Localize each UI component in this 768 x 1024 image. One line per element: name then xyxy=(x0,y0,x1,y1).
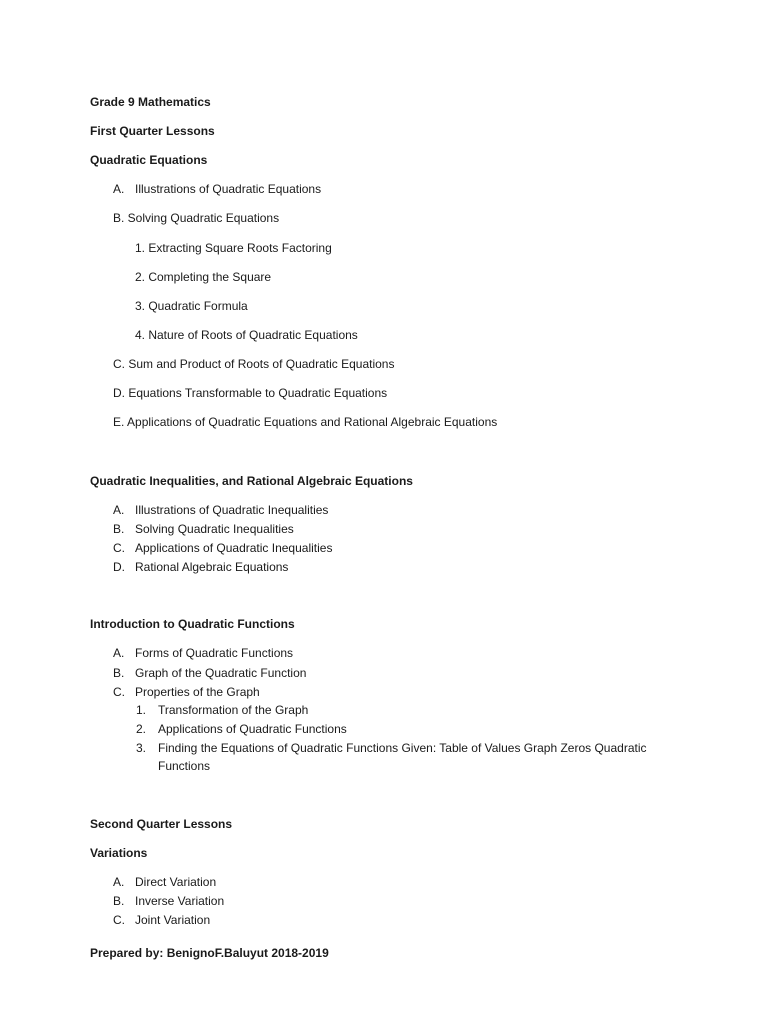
list-item: Forms of Quadratic Functions xyxy=(135,646,294,660)
first-quarter-heading: First Quarter Lessons xyxy=(90,124,215,138)
list-item: E. Applications of Quadratic Equations and Rational Algebraic Equations xyxy=(113,415,498,429)
list-item: Properties of the Graph xyxy=(135,685,260,699)
list-marker: C. xyxy=(113,685,125,699)
list-subitem: 3. Quadratic Formula xyxy=(135,299,248,313)
list-subitem: 4. Nature of Roots of Quadratic Equations xyxy=(135,328,358,342)
list-marker: A. xyxy=(113,875,125,889)
topic-quadratic-equations: Quadratic Equations xyxy=(90,153,208,167)
list-marker: A. xyxy=(113,646,125,660)
list-marker: A. xyxy=(113,503,125,517)
list-item: Graph of the Quadratic Function xyxy=(135,666,307,680)
list-subitem: 2. Completing the Square xyxy=(135,270,272,284)
list-subitem: Transformation of the Graph xyxy=(158,703,309,717)
list-marker: C. xyxy=(113,913,125,927)
list-item: Solving Quadratic Inequalities xyxy=(135,522,294,536)
topic-variations: Variations xyxy=(90,846,148,860)
list-marker: 1. xyxy=(136,703,147,717)
list-subitem: 1. Extracting Square Roots Factoring xyxy=(135,241,332,255)
list-marker: 2. xyxy=(136,722,147,736)
list-marker: D. xyxy=(113,560,125,574)
list-item: Illustrations of Quadratic Equations xyxy=(135,182,322,196)
document-title: Grade 9 Mathematics xyxy=(90,95,211,109)
topic-quadratic-functions: Introduction to Quadratic Functions xyxy=(90,617,295,631)
list-marker: A. xyxy=(113,182,125,196)
list-subitem: Applications of Quadratic Functions xyxy=(158,722,347,736)
list-item: Joint Variation xyxy=(135,913,211,927)
list-marker: B. xyxy=(113,666,125,680)
list-marker: B. xyxy=(113,894,125,908)
list-item: Applications of Quadratic Inequalities xyxy=(135,541,333,555)
list-subitem-continuation: Functions xyxy=(158,759,211,773)
list-item: Inverse Variation xyxy=(135,894,225,908)
list-item: Direct Variation xyxy=(135,875,217,889)
topic-quadratic-inequalities: Quadratic Inequalities, and Rational Algebraic Equations xyxy=(90,474,413,488)
list-subitem: Finding the Equations of Quadratic Functions Given: Table of Values Graph Zeros Quadratic xyxy=(158,741,647,755)
list-item: D. Equations Transformable to Quadratic Equations xyxy=(113,386,388,400)
list-item: B. Solving Quadratic Equations xyxy=(113,211,280,225)
list-item: Illustrations of Quadratic Inequalities xyxy=(135,503,329,517)
list-item: C. Sum and Product of Roots of Quadratic Equations xyxy=(113,357,395,371)
list-marker: 3. xyxy=(136,741,147,755)
second-quarter-heading: Second Quarter Lessons xyxy=(90,817,233,831)
list-item: Rational Algebraic Equations xyxy=(135,560,289,574)
prepared-by: Prepared by: BenignoF.Baluyut 2018-2019 xyxy=(90,946,329,960)
list-marker: B. xyxy=(113,522,125,536)
list-marker: C. xyxy=(113,541,125,555)
